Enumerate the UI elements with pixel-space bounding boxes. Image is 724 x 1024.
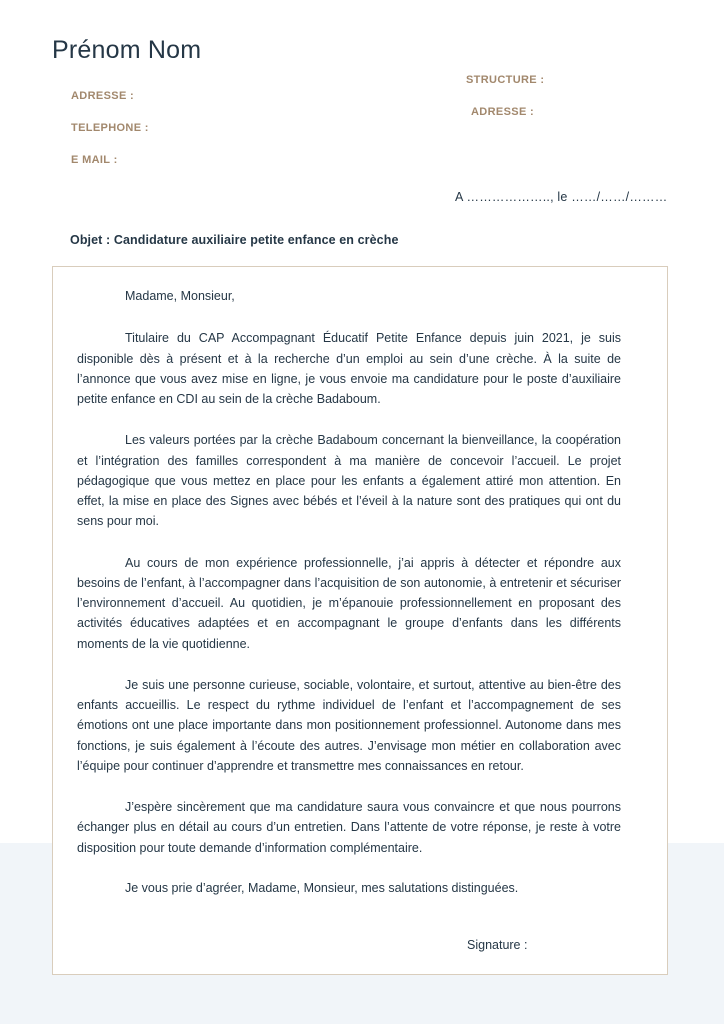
sender-field-email: E MAIL : <box>71 154 118 167</box>
letter-content-box <box>52 266 668 975</box>
recipient-block <box>466 74 696 138</box>
salutation: Madame, Monsieur, <box>125 289 235 303</box>
letter-body <box>77 287 621 956</box>
subject-line: Objet : Candidature auxiliaire petite enfance en crèche <box>70 233 399 247</box>
body-paragraph-2: Les valeurs portées par la crèche Badaboum concernant la bienveillance, la coopération et l’intégration des familles correspondent à ma manière de concevoir l’accueil. Le projet pédagogique que vous mettez en place pour les enfants a également attiré mon attention. En effet, la mise en place des Signes avec bébés et l’éveil à la nature sont des pratiques qui ont du sens pour moi. <box>77 433 621 529</box>
body-paragraph-3: Au cours de mon expérience professionnelle, j’ai appris à détecter et répondre aux besoins de l’enfant, à l’accompagner dans l’acquisition de son autonomie, à entretenir et sécuriser l’environnement d’accueil. Au quotidien, je m’épanouie professionnellement en proposant des activités éducatives adaptées et en accompagnant le groupe d’enfants dans les différents moments de la vie quotidienne. <box>77 555 621 651</box>
applicant-name: Prénom Nom <box>52 36 202 64</box>
body-paragraph-5: J’espère sincèrement que ma candidature saura vous convaincre et que nous pourrons échanger plus en détail au cours d’un entretien. Dans l’attente de votre réponse, je reste à votre disposition pour toute demande d’information complémentaire. <box>77 800 621 855</box>
body-paragraph-4: Je suis une personne curieuse, sociable, volontaire, et surtout, attentive au bien-être des enfants accueillis. Le respect du rythme individuel de l’enfant et l’accompagnement de ses émotions ont une place importante dans mon positionnement professionnel. Autonome dans mes fonctions, je suis également à l’écoute des autres. J’envisage mon métier en collaboration avec l’équipe pour continuer d’apprendre et transmettre mes connaissances en retour. <box>77 677 621 773</box>
sender-contact-block <box>71 90 371 187</box>
date-line: A ……………….., le ……/……/……… <box>455 190 668 204</box>
closing-paragraph: Je vous prie d’agréer, Madame, Monsieur, mes salutations distinguées. <box>125 880 519 895</box>
signature-label: Signature : <box>467 938 528 953</box>
recipient-field-adresse: ADRESSE : <box>471 106 535 119</box>
recipient-field-structure: STRUCTURE : <box>466 74 545 86</box>
letter-header <box>0 0 724 266</box>
sender-field-telephone: TELEPHONE : <box>71 122 149 135</box>
sender-field-adresse: ADRESSE : <box>71 90 135 102</box>
body-paragraph-1: Titulaire du CAP Accompagnant Éducatif Petite Enfance depuis juin 2021, je suis disponible dès à présent et à la recherche d’un emploi au sein d’une crèche. À la suite de l’annonce que vous avez mise en ligne, je vous envoie ma candidature pour le poste d’auxiliaire petite enfance en CDI au sein de la crèche Badaboum. <box>77 331 621 407</box>
